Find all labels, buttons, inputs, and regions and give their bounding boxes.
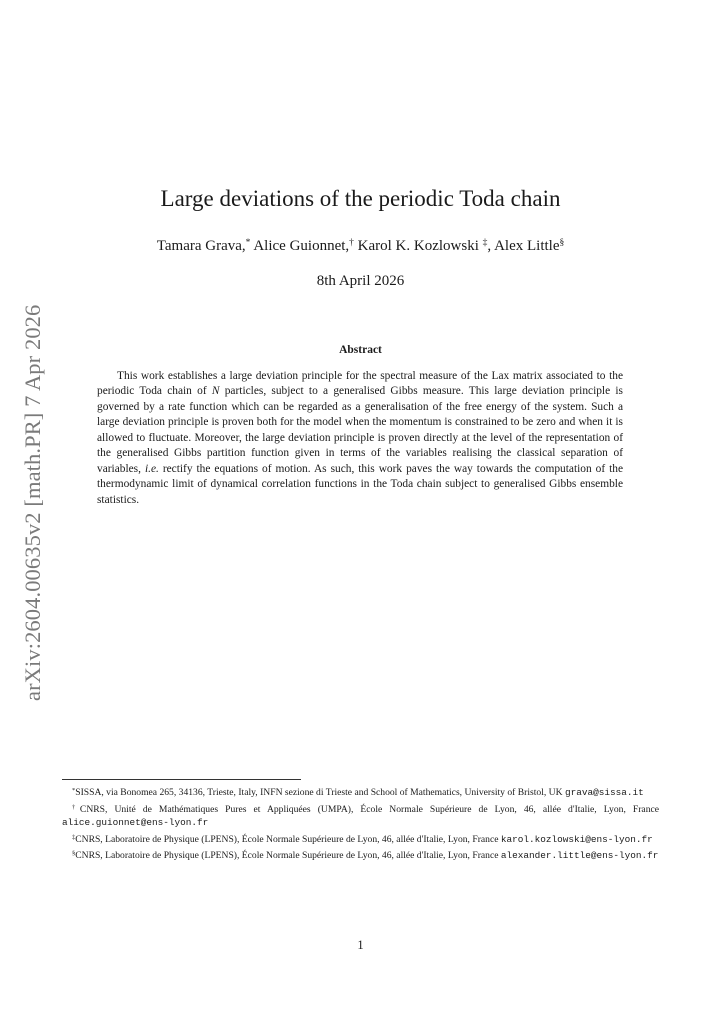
abstract-ie: i.e. bbox=[144, 462, 159, 475]
arxiv-identifier-stamp: arXiv:2604.00635v2 [math.PR] 7 Apr 2026 bbox=[20, 304, 45, 701]
author-name: Karol K. Kozlowski bbox=[357, 238, 479, 254]
author-name: Alice Guionnet, bbox=[253, 238, 350, 254]
footnote-item bbox=[62, 801, 659, 830]
page-number: 1 bbox=[357, 938, 364, 952]
footnote-item bbox=[62, 784, 659, 800]
footnote-mark: § bbox=[72, 850, 76, 858]
footnote-item bbox=[62, 831, 659, 847]
footnote-text: CNRS, Laboratoire de Physique (LPENS), École Normale Supérieure de Lyon, 46, allée d'Italie, Lyon, France bbox=[75, 833, 501, 845]
abstract-text-part: particles, subject to a generalised Gibbs measure. This large deviation principle is governed by a rate function which can be regarded as a generalisation of the free energy of the system. Such a large deviation principle is proven both for the model when the momentum is constrained to be zero and when it is allowed to fluctuate. Moreover, the large deviation principle is proven directly at the level of the representation of the generalised Gibbs partition function given in terms of the variables realising the classical separation of variables, bbox=[97, 385, 623, 475]
author-email-link[interactable]: alexander.little@ens-lyon.fr bbox=[500, 850, 659, 862]
abstract-heading: Abstract bbox=[339, 344, 382, 356]
footnote-divider bbox=[62, 779, 301, 780]
footnote-item bbox=[62, 847, 659, 863]
author-list: Tamara Grava,* Alice Guionnet,† Karol K. Kozlowski ‡, Alex Little§ bbox=[156, 238, 565, 254]
footnote-mark: * bbox=[72, 787, 76, 794]
author-email-link[interactable]: karol.kozlowski@ens-lyon.fr bbox=[500, 833, 653, 845]
author-name: Alex Little bbox=[494, 238, 560, 254]
footnote-text: CNRS, Laboratoire de Physique (LPENS), École Normale Supérieure de Lyon, 46, allée d'Italie, Lyon, France bbox=[75, 850, 501, 862]
footnote-mark: † bbox=[72, 803, 80, 811]
author-footnote-mark[interactable]: * bbox=[245, 238, 251, 248]
author-footnote-mark[interactable]: † bbox=[349, 238, 354, 248]
author-footnote-mark[interactable]: § bbox=[559, 238, 565, 248]
author-footnote-mark[interactable]: ‡ bbox=[482, 238, 488, 248]
abstract-text-part: rectify the equations of motion. As such, this work paves the way towards the computation of the thermodynamic limit of dynamical correlation functions in the Toda chain subject to generalised Gibbs ensemble statistics. bbox=[97, 462, 624, 506]
paper-title: Large deviations of the periodic Toda chain bbox=[160, 186, 561, 211]
abstract-text-part: This work establishes a large deviation principle for the spectral measure of the Lax matrix associated to the periodic Toda chain of bbox=[97, 370, 623, 398]
abstract-text bbox=[97, 369, 623, 508]
publication-date: 8th April 2026 bbox=[316, 273, 405, 289]
author-email-link[interactable]: alice.guionnet@ens-lyon.fr bbox=[62, 817, 209, 829]
footnote-text: CNRS, Unité de Mathématiques Pures et Appliquées (UMPA), École Normale Supérieure de Lyon, 46, allée d'Italie, Lyon, France bbox=[79, 803, 660, 815]
footnote-mark: ‡ bbox=[72, 833, 76, 841]
abstract-math-n: N bbox=[211, 385, 220, 398]
author-email-link[interactable]: grava@sissa.it bbox=[564, 787, 644, 798]
author-name: Tamara Grava, bbox=[156, 238, 246, 254]
footnotes bbox=[62, 784, 659, 864]
footnote-text: SISSA, via Bonomea 265, 34136, Trieste, Italy, INFN sezione di Trieste and School of Mathematics, University of Bristol, UK bbox=[75, 787, 565, 798]
